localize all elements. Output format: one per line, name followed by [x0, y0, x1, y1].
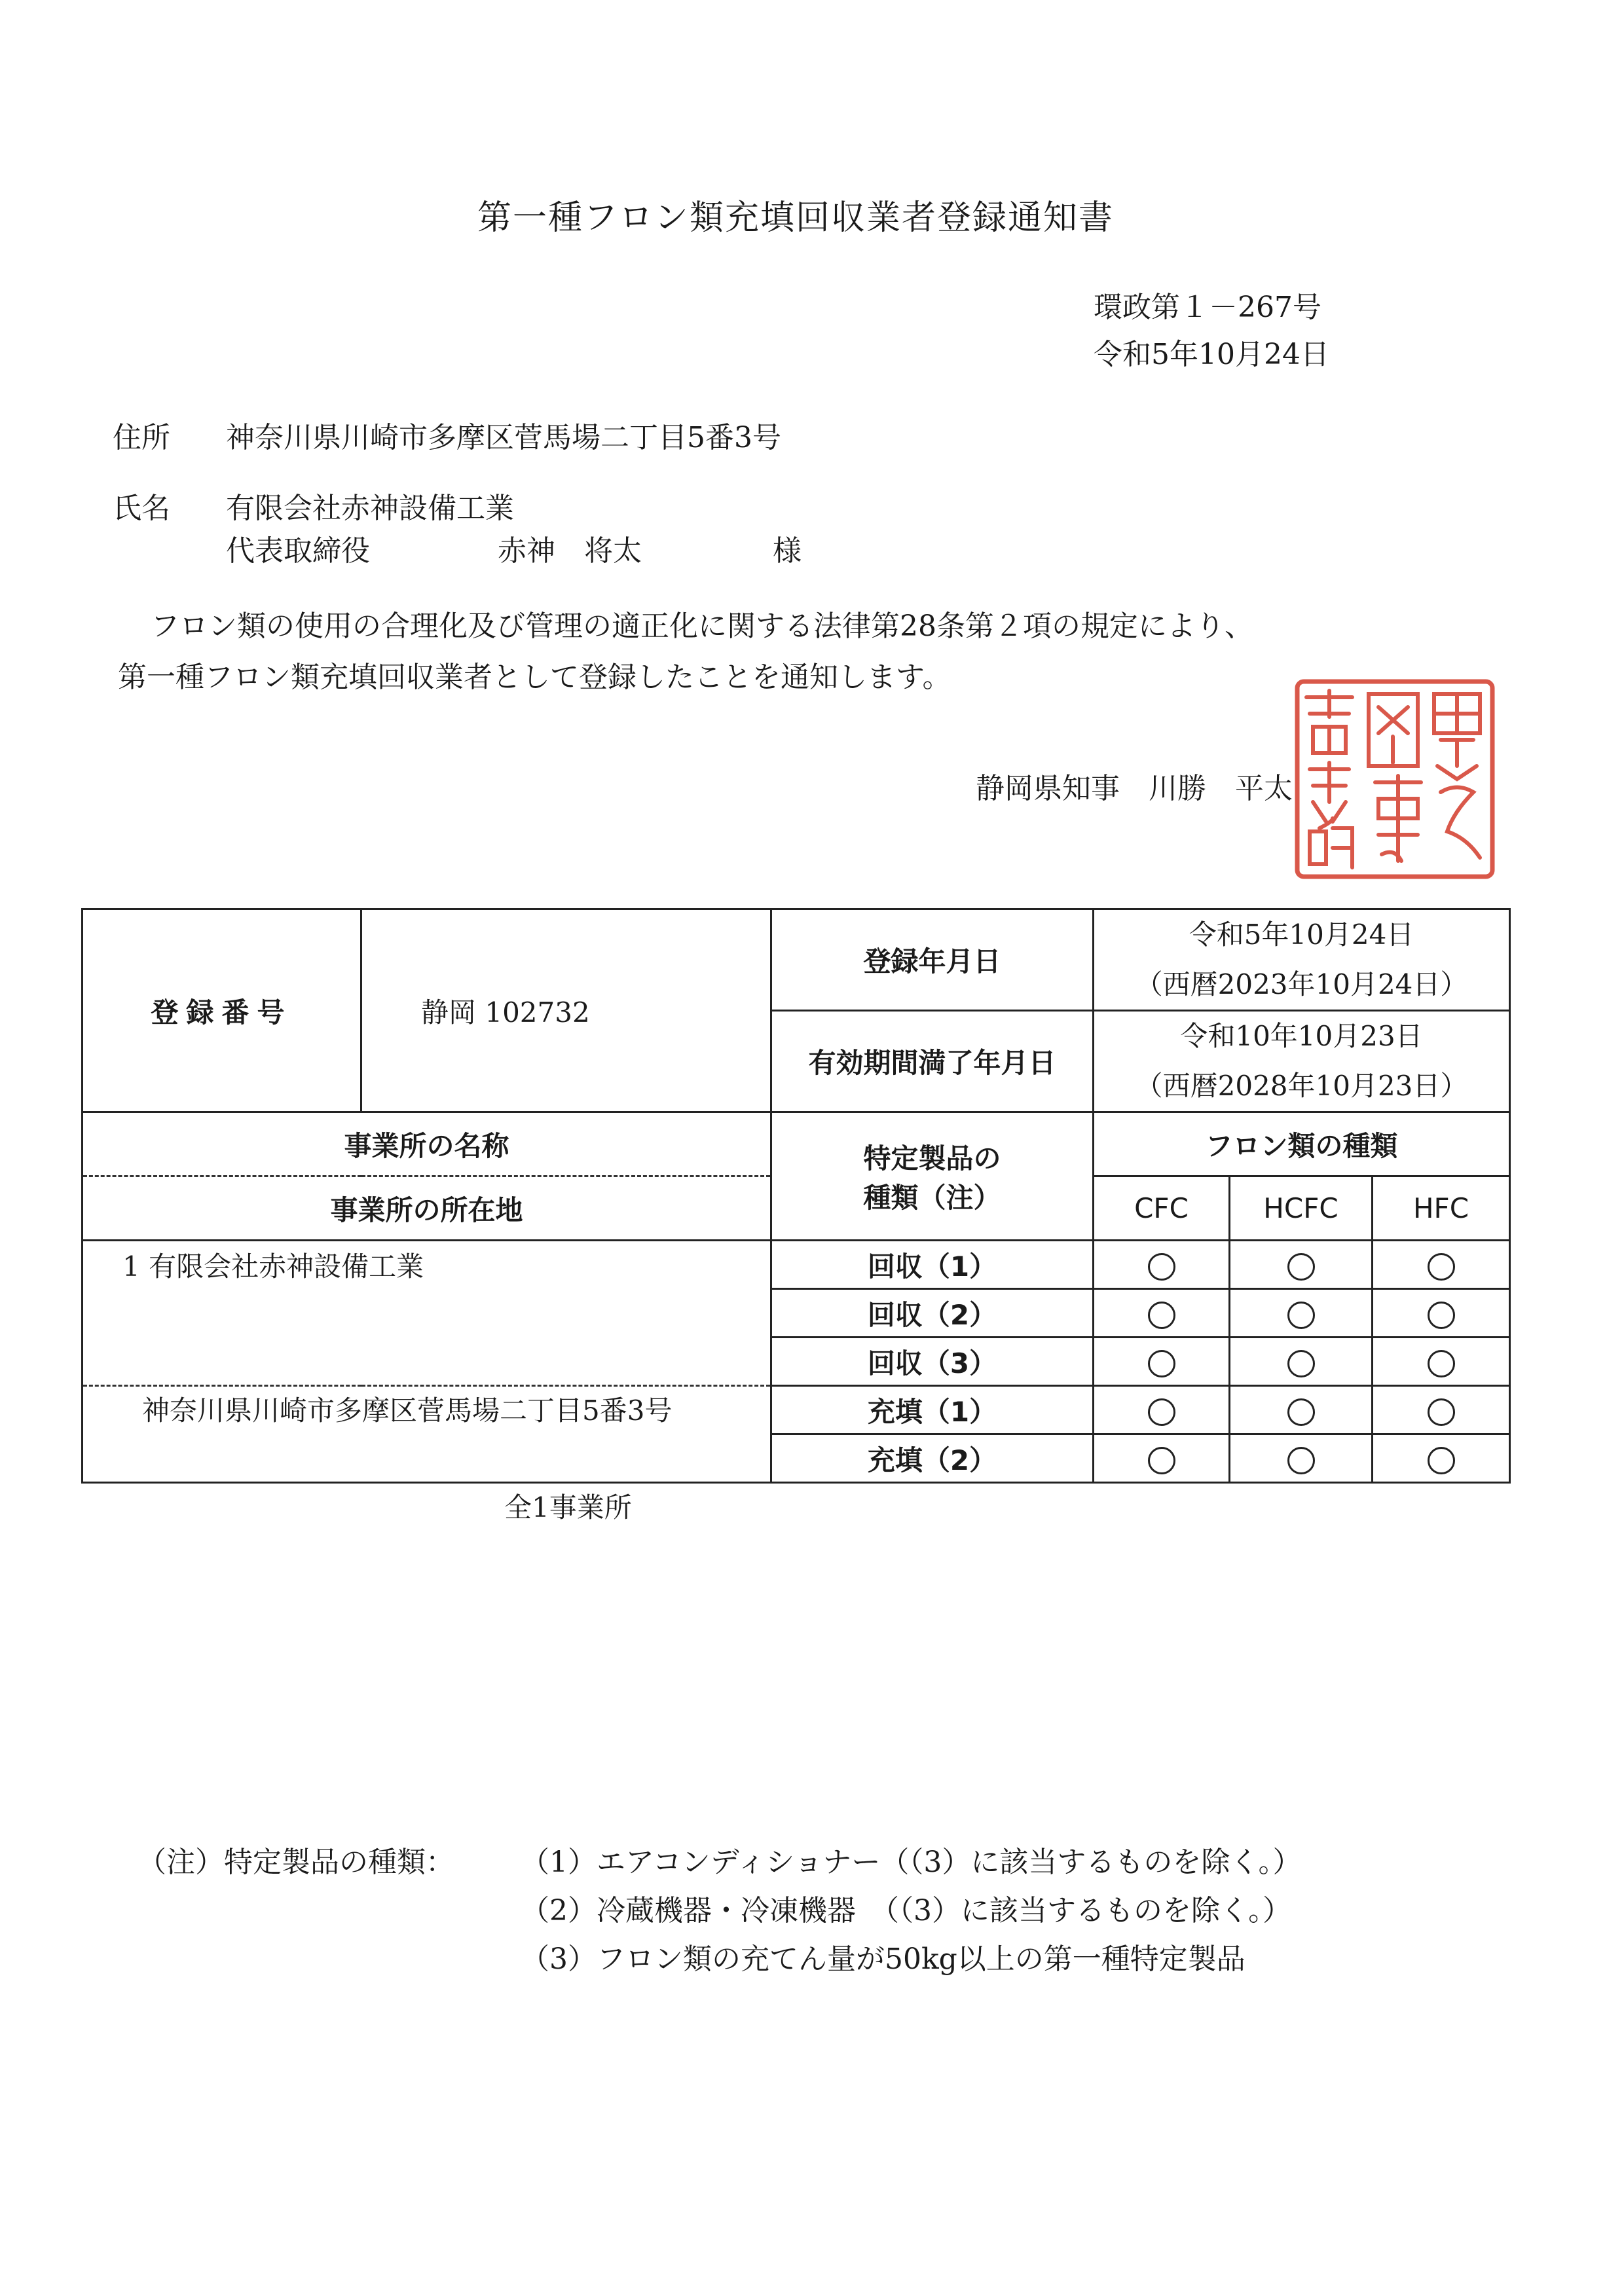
company-name: 有限会社赤神設備工業: [226, 492, 514, 525]
circle-mark-icon: [1428, 1302, 1455, 1329]
freon-col-hcfc: HCFC: [1230, 1176, 1373, 1241]
circle-mark-icon: [1148, 1253, 1175, 1281]
hcfc-mark: [1230, 1241, 1373, 1289]
note-item-3: （3）フロン類の充てん量が50kg以上の第一種特定製品: [521, 1942, 1246, 1976]
cfc-mark: [1094, 1289, 1230, 1338]
expiry-value: [1094, 1011, 1510, 1112]
reg-number-value: 静岡 102732: [361, 909, 771, 1112]
office-entry-name: 1 有限会社赤神設備工業: [83, 1241, 771, 1386]
hfc-mark: [1373, 1338, 1510, 1386]
freon-col-cfc: CFC: [1094, 1176, 1230, 1241]
hfc-mark: [1373, 1289, 1510, 1338]
reg-date-value: [1094, 909, 1510, 1011]
official-seal: [1293, 678, 1496, 881]
circle-mark-icon: [1428, 1398, 1455, 1426]
document-date: 令和5年10月24日: [1094, 338, 1329, 371]
registration-table: [81, 908, 1511, 1484]
circle-mark-icon: [1428, 1447, 1455, 1474]
product-type-row: 回収（2）: [771, 1289, 1094, 1338]
circle-mark-icon: [1428, 1253, 1455, 1281]
cfc-mark: [1094, 1241, 1230, 1289]
circle-mark-icon: [1287, 1398, 1315, 1426]
note-item-1: （1）エアコンディショナー（（3）に該当するものを除く。）: [521, 1846, 1302, 1879]
reg-date-line2: （西暦2023年10月24日）: [1135, 968, 1468, 1000]
body-line-2: 第一種フロン類充填回収業者として登録したことを通知します。: [118, 661, 951, 694]
representative-name: 赤神 将太: [498, 534, 642, 568]
reg-number-label: 登録番号: [83, 909, 361, 1112]
circle-mark-icon: [1287, 1447, 1315, 1474]
honorific: 様: [773, 534, 802, 568]
address-value: 神奈川県川崎市多摩区菅馬場二丁目5番3号: [226, 421, 781, 454]
office-name-header: 事業所の名称: [83, 1112, 771, 1176]
circle-mark-icon: [1287, 1253, 1315, 1281]
freon-col-hfc: HFC: [1373, 1176, 1510, 1241]
circle-mark-icon: [1148, 1350, 1175, 1377]
office-entry-address: 神奈川県川崎市多摩区菅馬場二丁目5番3号: [83, 1386, 771, 1483]
signatory: 静岡県知事 川勝 平太: [976, 772, 1293, 805]
product-type-row: 回収（1）: [771, 1241, 1094, 1289]
circle-mark-icon: [1148, 1398, 1175, 1426]
document-number: 環政第１－267号: [1094, 291, 1321, 324]
cfc-mark: [1094, 1338, 1230, 1386]
reg-date-line1: 令和5年10月24日: [1189, 919, 1414, 951]
expiry-line2: （西暦2028年10月23日）: [1135, 1070, 1468, 1102]
cfc-mark: [1094, 1434, 1230, 1483]
note-item-2: （2）冷蔵機器・冷凍機器 （（3）に該当するものを除く。）: [521, 1894, 1292, 1927]
notes-label: （注）特定製品の種類：: [138, 1846, 454, 1879]
circle-mark-icon: [1287, 1350, 1315, 1377]
product-type-header-line2: 種類（注）: [863, 1181, 1001, 1214]
circle-mark-icon: [1287, 1302, 1315, 1329]
freon-type-header: フロン類の種類: [1094, 1112, 1510, 1176]
reg-date-label: 登録年月日: [771, 909, 1094, 1011]
product-type-row: 充填（2）: [771, 1434, 1094, 1483]
circle-mark-icon: [1428, 1350, 1455, 1377]
cfc-mark: [1094, 1386, 1230, 1434]
hcfc-mark: [1230, 1434, 1373, 1483]
hfc-mark: [1373, 1241, 1510, 1289]
total-offices: 全1事業所: [504, 1491, 632, 1523]
seal-stamp-icon: [1293, 678, 1496, 881]
expiry-line1: 令和10年10月23日: [1180, 1020, 1423, 1052]
address-label: 住所: [113, 421, 170, 454]
hfc-mark: [1373, 1386, 1510, 1434]
circle-mark-icon: [1148, 1302, 1175, 1329]
body-line-1: フロン類の使用の合理化及び管理の適正化に関する法律第28条第２項の規定により、: [151, 610, 1253, 643]
product-type-header: [771, 1112, 1094, 1241]
hfc-mark: [1373, 1434, 1510, 1483]
office-address-header: 事業所の所在地: [83, 1176, 771, 1241]
hcfc-mark: [1230, 1338, 1373, 1386]
hcfc-mark: [1230, 1289, 1373, 1338]
product-type-row: 充填（1）: [771, 1386, 1094, 1434]
product-type-header-line1: 特定製品の: [863, 1142, 1001, 1175]
hcfc-mark: [1230, 1386, 1373, 1434]
representative-title: 代表取締役: [226, 534, 370, 568]
document-title: 第一種フロン類充填回収業者登録通知書: [477, 198, 1114, 238]
product-type-row: 回収（3）: [771, 1338, 1094, 1386]
circle-mark-icon: [1148, 1447, 1175, 1474]
name-label: 氏名: [113, 492, 170, 525]
expiry-label: 有効期間満了年月日: [771, 1011, 1094, 1112]
